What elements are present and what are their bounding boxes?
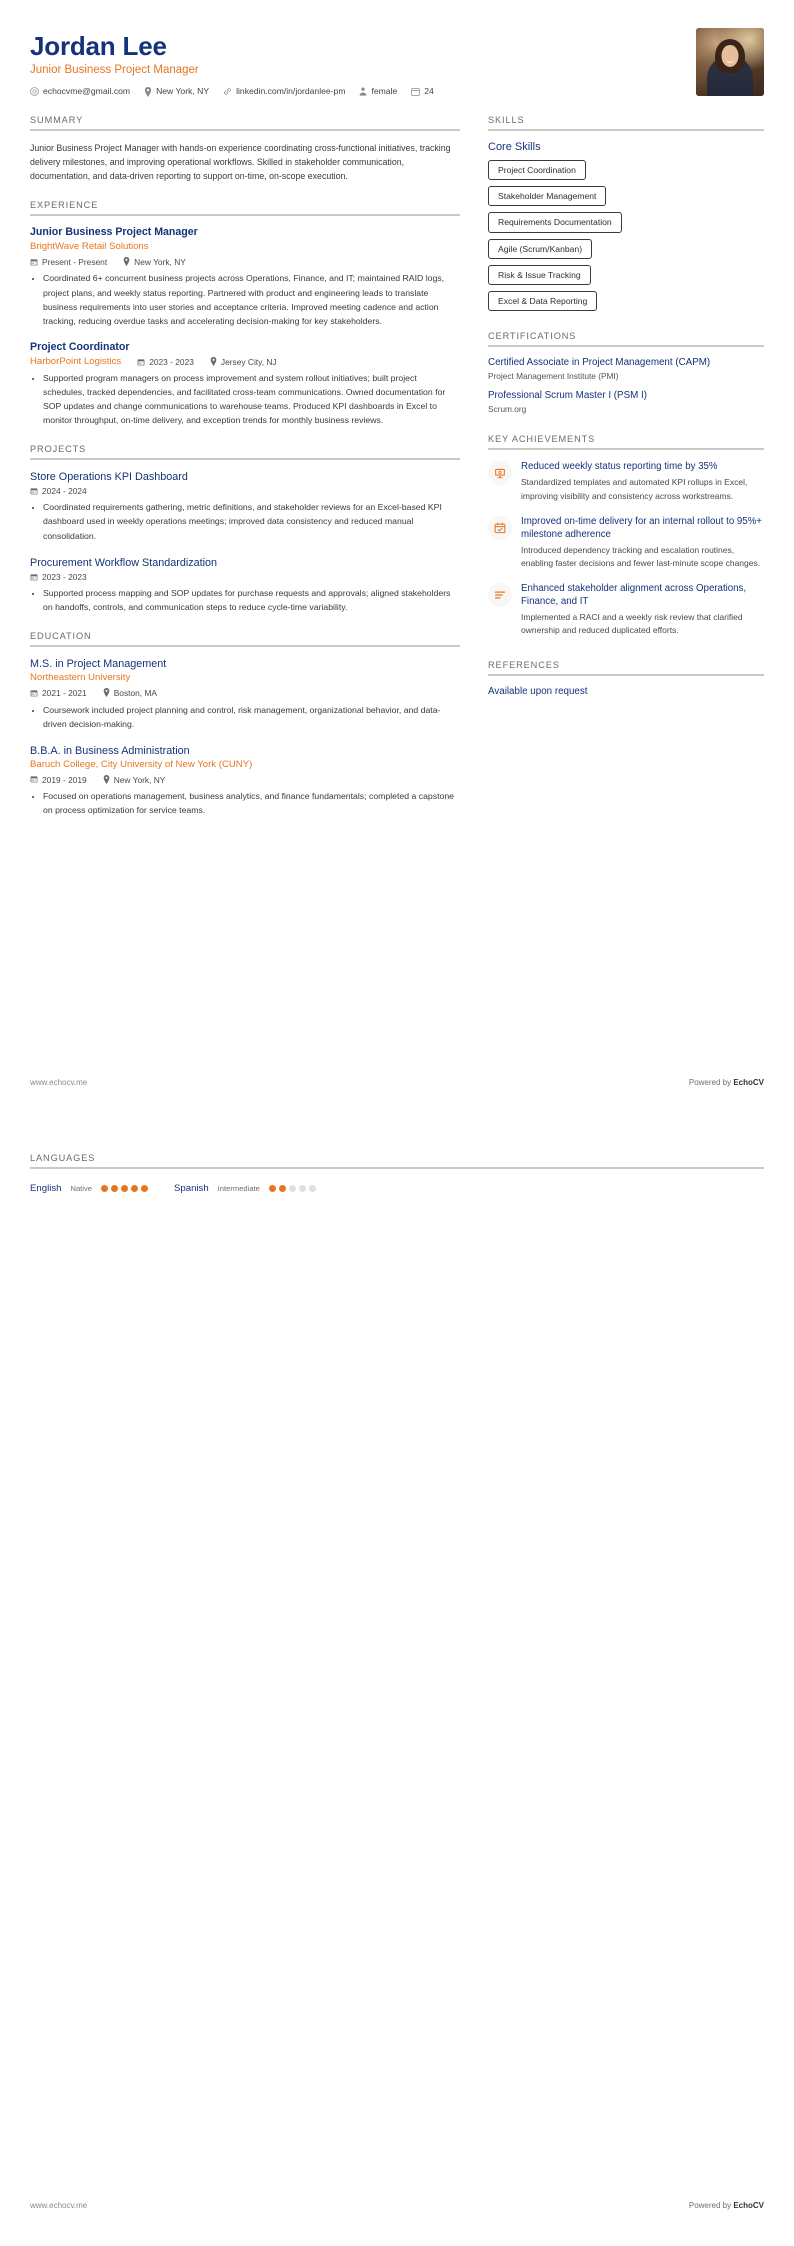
contact-email[interactable] <box>30 87 130 96</box>
divider <box>488 674 764 676</box>
experience-dates <box>137 358 194 367</box>
page-footer <box>0 2201 794 2210</box>
section-summary <box>30 115 460 184</box>
calendar-icon <box>30 573 38 582</box>
project-title: Procurement Workflow Standardization <box>30 556 218 569</box>
language-item <box>30 1183 148 1194</box>
certification-issuer: Project Management Institute (PMI) <box>488 371 619 382</box>
language-rating <box>101 1185 148 1192</box>
education-dates <box>30 775 87 784</box>
achievements-heading: KEY ACHIEVEMENTS <box>488 434 596 445</box>
rating-dot <box>309 1185 316 1192</box>
project-dates-text: 2023 - 2023 <box>42 572 87 583</box>
education-item <box>30 657 460 731</box>
experience-item <box>30 341 460 427</box>
experience-bullets <box>30 271 460 327</box>
certification-item <box>488 390 764 414</box>
education-location <box>103 688 157 698</box>
references-text: Available upon request <box>488 685 588 697</box>
section-projects <box>30 444 460 614</box>
education-meta <box>30 775 460 785</box>
language-level: Intermediate <box>217 1184 260 1193</box>
education-dates <box>30 689 87 698</box>
calendar-icon <box>411 87 420 96</box>
calendar-icon <box>30 487 38 496</box>
rating-dot <box>269 1185 276 1192</box>
bullet: • Coordinated requirements gathering, metric definitions, and stakeholder reviews for an Excel-based KPI dashboard used in weekly operations meetings; improved data consistency and reduced manual consolidation. <box>43 500 460 542</box>
experience-meta <box>30 257 460 267</box>
contact-gender-text: female <box>371 86 398 97</box>
section-experience <box>30 200 460 427</box>
resume-header <box>30 28 764 97</box>
summary-heading: SUMMARY <box>30 114 84 125</box>
footer-powered-prefix: Powered by <box>688 1078 734 1087</box>
resume-page-2 <box>0 1123 794 2246</box>
person-icon <box>359 87 367 96</box>
experience-location-text: Jersey City, NJ <box>220 357 277 368</box>
references-heading: REFERENCES <box>488 659 560 670</box>
candidate-name: Jordan Lee <box>30 31 167 61</box>
left-column <box>30 115 460 835</box>
certification-name: Certified Associate in Project Management (CAPM) <box>488 357 711 369</box>
location-icon <box>144 87 152 97</box>
language-rating <box>269 1185 316 1192</box>
rating-dot <box>131 1185 138 1192</box>
education-school: Baruch College, City University of New York (CUNY) <box>30 758 253 770</box>
education-item <box>30 744 460 818</box>
section-skills <box>488 115 764 312</box>
skill-chip: Project Coordination <box>488 160 586 180</box>
achievement-title: Reduced weekly status reporting time by 35% <box>521 461 718 473</box>
contact-list <box>30 87 696 97</box>
divider <box>30 129 460 131</box>
project-item <box>30 470 460 543</box>
languages-heading: LANGUAGES <box>30 1153 96 1163</box>
achievement-desc: Introduced dependency tracking and escalation routines, enabling faster decisions and fewer last-minute scope changes. <box>521 544 761 569</box>
experience-bullets <box>30 371 460 427</box>
skills-group-title: Core Skills <box>488 140 541 153</box>
footer-site[interactable]: www.echocv.me <box>30 1078 88 1087</box>
education-location-text: New York, NY <box>113 774 166 785</box>
achievement-body <box>521 582 764 638</box>
rating-dot <box>289 1185 296 1192</box>
skill-chip: Stakeholder Management <box>488 186 606 206</box>
contact-linkedin[interactable] <box>223 87 345 96</box>
experience-org-line <box>30 356 460 369</box>
experience-location <box>210 357 277 367</box>
footer-powered-by <box>689 1078 764 1087</box>
contact-email-text: echocvme@gmail.com <box>43 86 131 97</box>
languages-list <box>30 1183 764 1194</box>
achievement-body <box>521 515 764 571</box>
skills-chip-list <box>488 160 764 312</box>
experience-dates <box>30 258 107 267</box>
section-references <box>488 660 764 697</box>
certification-name: Professional Scrum Master I (PSM I) <box>488 390 647 402</box>
project-bullets <box>30 586 460 614</box>
avatar <box>696 28 764 96</box>
rating-dot <box>101 1185 108 1192</box>
experience-title: Project Coordinator <box>30 340 130 353</box>
experience-dates-text: 2023 - 2023 <box>149 357 194 368</box>
achievement-item <box>488 460 764 503</box>
achievement-item <box>488 515 764 571</box>
section-languages <box>30 1153 764 1194</box>
contact-gender <box>359 87 397 96</box>
header-text-block <box>30 28 696 97</box>
education-heading: EDUCATION <box>30 631 92 642</box>
list-lines-icon <box>488 583 512 607</box>
page-footer <box>0 1078 794 1087</box>
calendar-check-icon <box>488 516 512 540</box>
bullet: • Supported process mapping and SOP updates for purchase requests and approvals; aligned stakeholders on handoffs, controls, and communication steps to reduce cycle-time variability. <box>43 586 460 614</box>
project-dates <box>30 487 87 496</box>
contact-age-text: 24 <box>424 86 434 97</box>
education-dates-text: 2019 - 2019 <box>42 774 87 785</box>
contact-linkedin-text: linkedin.com/in/jordanlee-pm <box>236 86 346 97</box>
education-school: Northeastern University <box>30 672 131 684</box>
divider <box>30 1167 764 1169</box>
project-item <box>30 556 460 615</box>
rating-dot <box>141 1185 148 1192</box>
education-bullets <box>30 789 460 817</box>
bullet: • Coursework included project planning and control, risk management, organizational behavior, and data-driven decision-making. <box>43 703 460 731</box>
education-meta <box>30 688 460 698</box>
education-degree: M.S. in Project Management <box>30 658 167 671</box>
divider <box>30 214 460 216</box>
rating-dot <box>279 1185 286 1192</box>
location-icon <box>103 688 110 698</box>
footer-powered-prefix: Powered by <box>688 2201 734 2210</box>
language-name: English <box>30 1183 62 1194</box>
language-name: Spanish <box>174 1183 209 1194</box>
education-bullets <box>30 703 460 731</box>
location-icon <box>123 257 130 267</box>
project-meta <box>30 573 460 582</box>
certification-item <box>488 357 764 381</box>
certifications-heading: CERTIFICATIONS <box>488 331 577 342</box>
achievement-item <box>488 582 764 638</box>
experience-title: Junior Business Project Manager <box>30 226 198 239</box>
footer-powered-by <box>689 2201 764 2210</box>
section-key-achievements <box>488 434 764 638</box>
link-icon <box>223 87 232 96</box>
achievement-desc: Implemented a RACI and a weekly risk review that clarified ownership and reduced duplicated efforts. <box>521 611 743 636</box>
rating-dot <box>111 1185 118 1192</box>
calendar-icon <box>30 258 38 267</box>
rating-dot <box>299 1185 306 1192</box>
education-dates-text: 2021 - 2021 <box>42 688 87 699</box>
candidate-role: Junior Business Project Manager <box>30 63 199 76</box>
bullet: • Supported program managers on process improvement and system rollout initiatives; built project schedules, tracked dependencies, and facilitated cross-team communications. Owned documentation for SOP updates and change communications to warehouse teams. Produced KPI dashboards in Excel to monitor throughput, on-time delivery, and exception trends for monthly business reviews. <box>43 371 460 427</box>
contact-location-text: New York, NY <box>156 86 210 97</box>
skill-chip: Excel & Data Reporting <box>488 291 597 311</box>
experience-org: BrightWave Retail Solutions <box>30 241 149 253</box>
bullet: • Coordinated 6+ concurrent business projects across Operations, Finance, and IT; maintained RAID logs, project plans, and weekly status reporting. Partnered with product and engineering leads to translate business requirements into user stories and acceptance criteria. Improved meeting cadence and action tracking, reducing overdue tasks and accelerating decision-making for key stakeholders. <box>43 271 460 327</box>
project-bullets <box>30 500 460 542</box>
calendar-icon <box>30 689 38 698</box>
skills-heading: SKILLS <box>488 114 525 125</box>
skill-chip: Requirements Documentation <box>488 212 622 232</box>
project-dates-text: 2024 - 2024 <box>42 486 87 497</box>
achievement-desc: Standardized templates and automated KPI rollups in Excel, improving visibility and consistency across workstreams. <box>521 477 748 501</box>
location-icon <box>210 357 217 367</box>
footer-site[interactable]: www.echocv.me <box>30 2201 88 2210</box>
achievement-title: Enhanced stakeholder alignment across Operations, Finance, and IT <box>521 582 747 607</box>
section-education <box>30 631 460 817</box>
experience-org: HarborPoint Logistics <box>30 355 122 367</box>
projects-heading: PROJECTS <box>30 443 87 454</box>
footer-brand: EchoCV <box>733 2201 764 2210</box>
experience-heading: EXPERIENCE <box>30 200 99 211</box>
section-certifications <box>488 331 764 414</box>
experience-location <box>123 257 186 267</box>
education-location-text: Boston, MA <box>113 688 158 699</box>
calendar-icon <box>30 775 38 784</box>
project-meta <box>30 487 460 496</box>
experience-item <box>30 226 460 327</box>
skill-chip: Agile (Scrum/Kanban) <box>488 239 592 259</box>
education-location <box>103 775 166 785</box>
achievement-body <box>521 460 764 503</box>
skill-chip: Risk & Issue Tracking <box>488 265 591 285</box>
experience-location-text: New York, NY <box>134 257 186 268</box>
divider <box>488 448 764 450</box>
footer-brand: EchoCV <box>733 1078 764 1087</box>
presentation-chart-icon <box>488 461 512 485</box>
right-column <box>488 115 764 714</box>
contact-age <box>411 87 434 96</box>
email-icon <box>30 87 39 96</box>
summary-text: Junior Business Project Manager with hands-on experience coordinating cross-functional initiatives, tracking delivery milestones, and improving operational workflows. Skilled in stakeholder communication, documentation, and data-driven reporting to support on-time, on-scope execution. <box>30 142 451 182</box>
rating-dot <box>121 1185 128 1192</box>
education-degree: B.B.A. in Business Administration <box>30 744 190 757</box>
project-dates <box>30 573 87 582</box>
divider <box>30 645 460 647</box>
achievement-title: Improved on-time delivery for an internal rollout to 95%+ milestone adherence <box>521 515 762 540</box>
divider <box>488 345 764 347</box>
experience-dates-text: Present - Present <box>42 257 108 268</box>
divider <box>488 129 764 131</box>
contact-location <box>144 87 209 97</box>
calendar-icon <box>137 358 145 367</box>
language-level: Native <box>70 1184 92 1193</box>
divider <box>30 458 460 460</box>
bullet: • Focused on operations management, business analytics, and finance fundamentals; completed a capstone on process optimization for service teams. <box>43 789 460 817</box>
location-icon <box>103 775 110 785</box>
certification-issuer: Scrum.org <box>488 404 527 415</box>
project-title: Store Operations KPI Dashboard <box>30 470 188 483</box>
language-item <box>174 1183 316 1194</box>
